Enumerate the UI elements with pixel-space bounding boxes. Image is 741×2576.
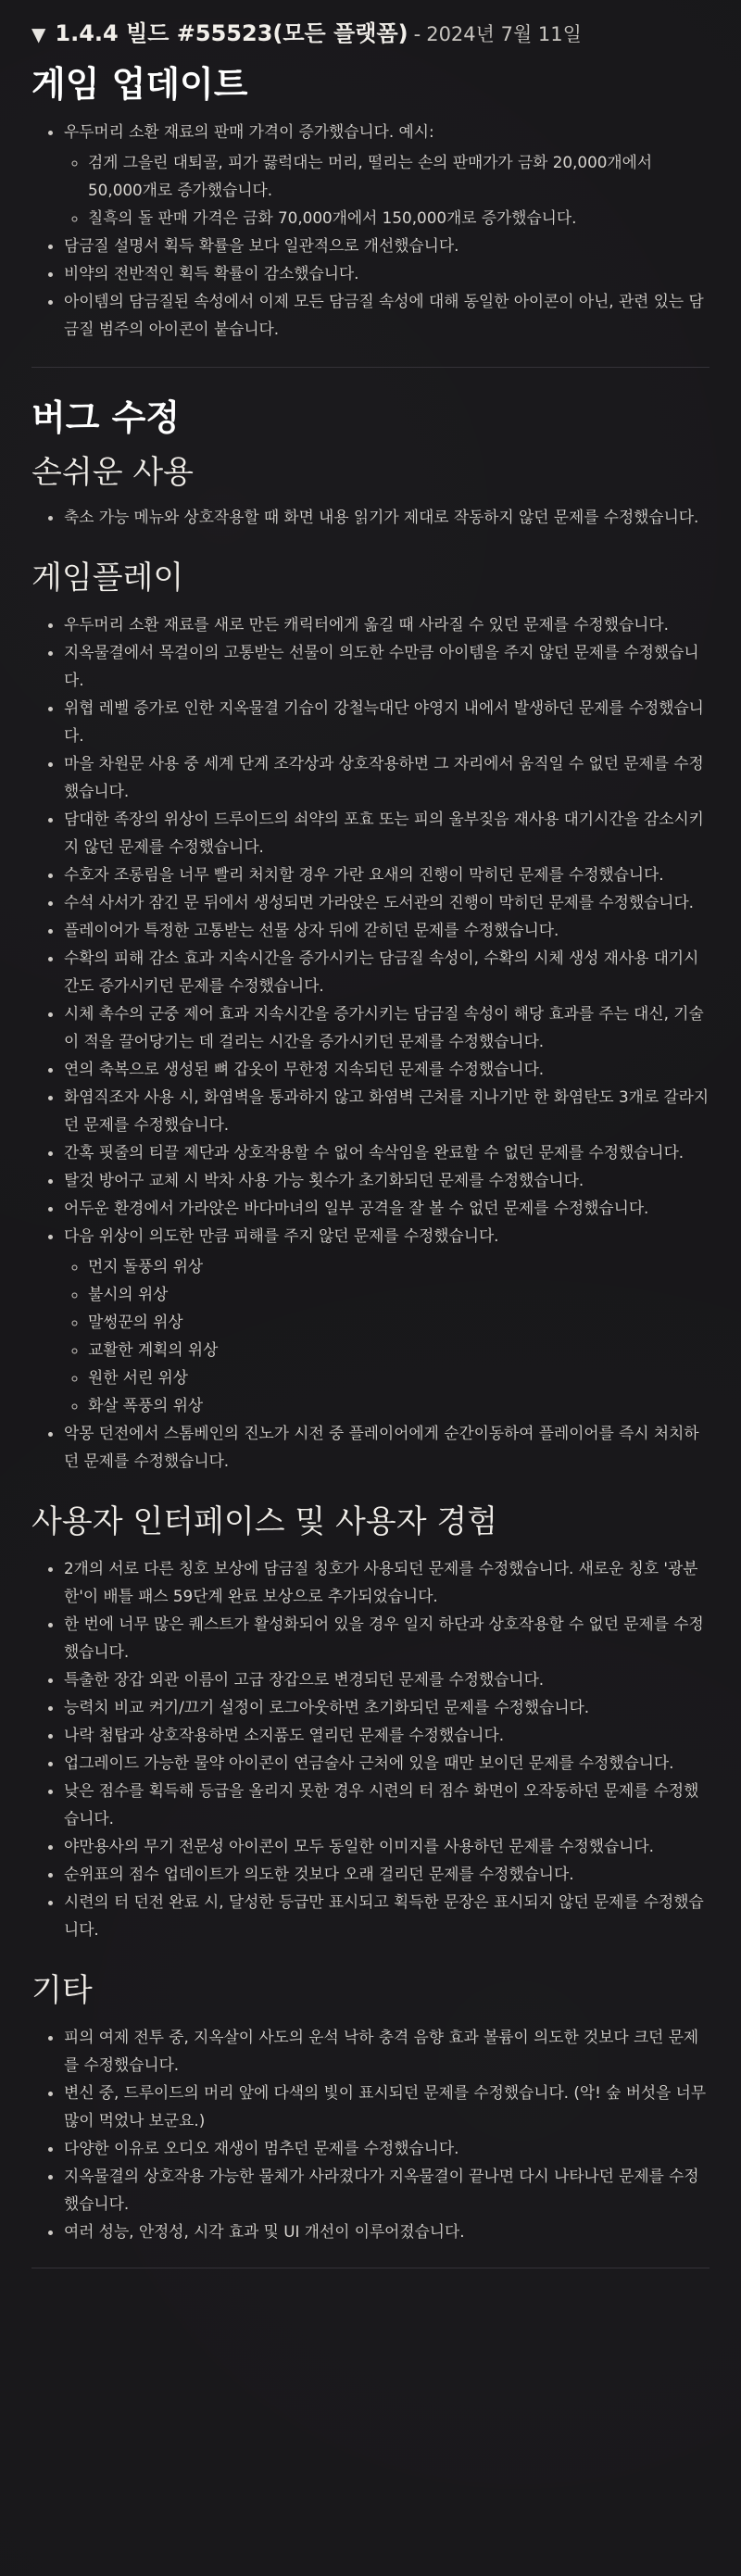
gameplay-item: • 탈것 방어구 교체 시 박차 사용 가능 횟수가 초기화되던 문제를 수정했습니다. [64,1166,710,1194]
accessibility-heading: 손쉬운 사용 [31,454,195,491]
gameplay-item: • 화염직조자 사용 시, 화염벽을 통과하지 않고 화염벽 근처를 지나기만 한 화염탄도 3개로 갈라지던 문제를 수정했습니다. [64,1083,710,1138]
game-update-subitem: ◦ 검게 그을린 대퇴골, 피가 끓럭대는 머리, 떨리는 손의 판매가가 금화 20,000개에서 50,000개로 증가했습니다. [88,148,710,204]
game-update-sublist [64,148,710,232]
aspect-subitem: ◦ 원한 서린 위상 [88,1363,710,1391]
gameplay-item [64,1222,710,1419]
gameplay-item: • 플레이어가 특정한 고통받는 선물 상자 뒤에 갇히던 문제를 수정했습니다. [64,916,710,944]
misc-item: • 지옥물결의 상호작용 가능한 물체가 사라졌다가 지옥물결이 끝나면 다시 나타나던 문제를 수정했습니다. [64,2162,710,2218]
ui-ux-item: • 시련의 터 던전 완료 시, 달성한 등급만 표시되고 획득한 문장은 표시되지 않던 문제를 수정했습니다. [64,1888,710,1943]
ui-ux-item: • 나락 첨탑과 상호작용하면 소지품도 열리던 문제를 수정했습니다. [64,1721,710,1749]
misc-item: • 여러 성능, 안정성, 시각 효과 및 UI 개선이 이루어졌습니다. [64,2218,710,2245]
aspect-subitem: ◦ 화살 폭풍의 위상 [88,1391,710,1419]
section-divider [31,367,710,368]
bug-fixes-heading: 버그 수정 [31,397,181,438]
gameplay-item: • 간혹 핏줄의 티끌 제단과 상호작용할 수 없어 속삭임을 완료할 수 없던 문제를 수정했습니다. [64,1138,710,1166]
gameplay-item: • 수호자 조롱림을 너무 빨리 처치할 경우 가란 요새의 진행이 막히던 문제를 수정했습니다. [64,861,710,888]
gameplay-item: • 수확의 피해 감소 효과 지속시간을 증가시키는 담금질 속성이, 수확의 시체 생성 재사용 대기시간도 증가시키던 문제를 수정했습니다. [64,944,710,999]
gameplay-item: • 연의 축복으로 생성된 뼈 갑옷이 무한정 지속되던 문제를 수정했습니다. [64,1055,710,1083]
ui-ux-item: • 능력치 비교 켜기/끄기 설정이 로그아웃하면 초기화되던 문제를 수정했습니다. [64,1693,710,1721]
ui-ux-item: • 2개의 서로 다른 칭호 보상에 담금질 칭호가 사용되던 문제를 수정했습니다. 새로운 칭호 '광분한'이 배틀 패스 59단계 완료 보상으로 추가되었습니다. [64,1554,710,1610]
accessibility-item: • 축소 가능 메뉴와 상호작용할 때 화면 내용 읽기가 제대로 작동하지 않던 문제를 수정했습니다. [64,503,710,531]
gameplay-item: • 마을 차원문 사용 중 세계 단계 조각상과 상호작용하면 그 자리에서 움직일 수 없던 문제를 수정했습니다. [64,749,710,805]
aspect-subitem: ◦ 먼지 돌풍의 위상 [88,1252,710,1280]
accessibility-list [31,503,710,531]
aspect-subitem: ◦ 교활한 계획의 위상 [88,1336,710,1363]
ui-ux-item: • 업그레이드 가능한 물약 아이콘이 연금술사 근처에 있을 때만 보이던 문제를 수정했습니다. [64,1749,710,1777]
game-update-item-text: 우두머리 소환 재료의 판매 가격이 증가했습니다. 예시: [64,122,434,141]
gameplay-item: • 지옥물결에서 목걸이의 고통받는 선물이 의도한 수만큼 아이템을 주지 않던 문제를 수정했습니다. [64,638,710,694]
ui-ux-heading: 사용자 인터페이스 및 사용자 경험 [31,1503,498,1540]
gameplay-list [31,610,710,1475]
gameplay-item: • 우두머리 소환 재료를 새로 만든 캐릭터에게 옮길 때 사라질 수 있던 문제를 수정했습니다. [64,610,710,638]
misc-item: • 변신 중, 드루이드의 머리 앞에 다색의 빛이 표시되던 문제를 수정했습니다. (악! 숲 버섯을 너무 많이 먹었나 보군요.) [64,2079,710,2134]
patch-header-toggle[interactable] [31,17,710,51]
patch-separator: - [413,23,421,45]
gameplay-item: • 담대한 족장의 위상이 드루이드의 쇠약의 포효 또는 피의 울부짖음 재사용 대기시간을 감소시키지 않던 문제를 수정했습니다. [64,805,710,861]
game-update-item: • 비약의 전반적인 획득 확률이 감소했습니다. [64,259,710,287]
gameplay-item: • 어두운 환경에서 가라앉은 바다마녀의 일부 공격을 잘 볼 수 없던 문제를 수정했습니다. [64,1194,710,1222]
aspect-subitem: ◦ 말썽꾼의 위상 [88,1308,710,1336]
game-updates-list [31,118,710,343]
game-update-item: • 아이템의 담금질된 속성에서 이제 모든 담금질 속성에 대해 동일한 아이콘이 아닌, 관련 있는 담금질 범주의 아이콘이 붙습니다. [64,287,710,343]
gameplay-item: • 시체 촉수의 군중 제어 효과 지속시간을 증가시키는 담금질 속성이 해당 효과를 주는 대신, 기술이 적을 끌어당기는 데 걸리는 시간을 증가시키던 문제를 수정했습니다. [64,999,710,1055]
game-updates-heading: 게임 업데이트 [31,64,248,105]
patch-title: 1.4.4 빌드 #55523(모든 플랫폼) [55,20,408,46]
gameplay-item-text: 다음 위상이 의도한 만큼 피해를 주지 않던 문제를 수정했습니다. [64,1226,499,1245]
game-update-subitem: ◦ 칠흑의 돌 판매 가격은 금화 70,000개에서 150,000개로 증가했습니다. [88,204,710,232]
game-update-item [64,118,710,232]
ui-ux-item: • 특출한 장갑 외관 이름이 고급 장갑으로 변경되던 문제를 수정했습니다. [64,1665,710,1693]
misc-item: • 다양한 이유로 오디오 재생이 멈추던 문제를 수정했습니다. [64,2134,710,2162]
ui-ux-item: • 순위표의 점수 업데이트가 의도한 것보다 오래 걸리던 문제를 수정했습니다. [64,1860,710,1888]
patch-date: 2024년 7월 11일 [426,23,582,45]
ui-ux-list [31,1554,710,1943]
ui-ux-item: • 야만용사의 무기 전문성 아이콘이 모두 동일한 이미지를 사용하던 문제를 수정했습니다. [64,1832,710,1860]
ui-ux-item: • 낮은 점수를 획득해 등급을 올리지 못한 경우 시련의 터 점수 화면이 오작동하던 문제를 수정했습니다. [64,1777,710,1832]
gameplay-item: • 위협 레벨 증가로 인한 지옥물결 기습이 강철늑대단 야영지 내에서 발생하던 문제를 수정했습니다. [64,694,710,749]
misc-item: • 피의 여제 전투 중, 지옥살이 사도의 운석 낙하 충격 음향 효과 볼륨이 의도한 것보다 크던 문제를 수정했습니다. [64,2023,710,2079]
aspect-sublist [64,1252,710,1419]
ui-ux-item: • 한 번에 너무 많은 퀘스트가 활성화되어 있을 경우 일지 하단과 상호작용할 수 없던 문제를 수정했습니다. [64,1610,710,1665]
misc-list [31,2023,710,2245]
game-update-item: • 담금질 설명서 획득 확률을 보다 일관적으로 개선했습니다. [64,232,710,259]
gameplay-item: • 악몽 던전에서 스톰베인의 진노가 시전 중 플레이어에게 순간이동하여 플레이어를 즉시 처치하던 문제를 수정했습니다. [64,1419,710,1475]
collapse-triangle-icon[interactable]: ▼ [31,23,46,45]
misc-heading: 기타 [31,1972,93,2009]
gameplay-heading: 게임플레이 [31,559,184,597]
gameplay-item: • 수석 사서가 잠긴 문 뒤에서 생성되면 가라앉은 도서관의 진행이 막히던 문제를 수정했습니다. [64,888,710,916]
aspect-subitem: ◦ 불시의 위상 [88,1280,710,1308]
